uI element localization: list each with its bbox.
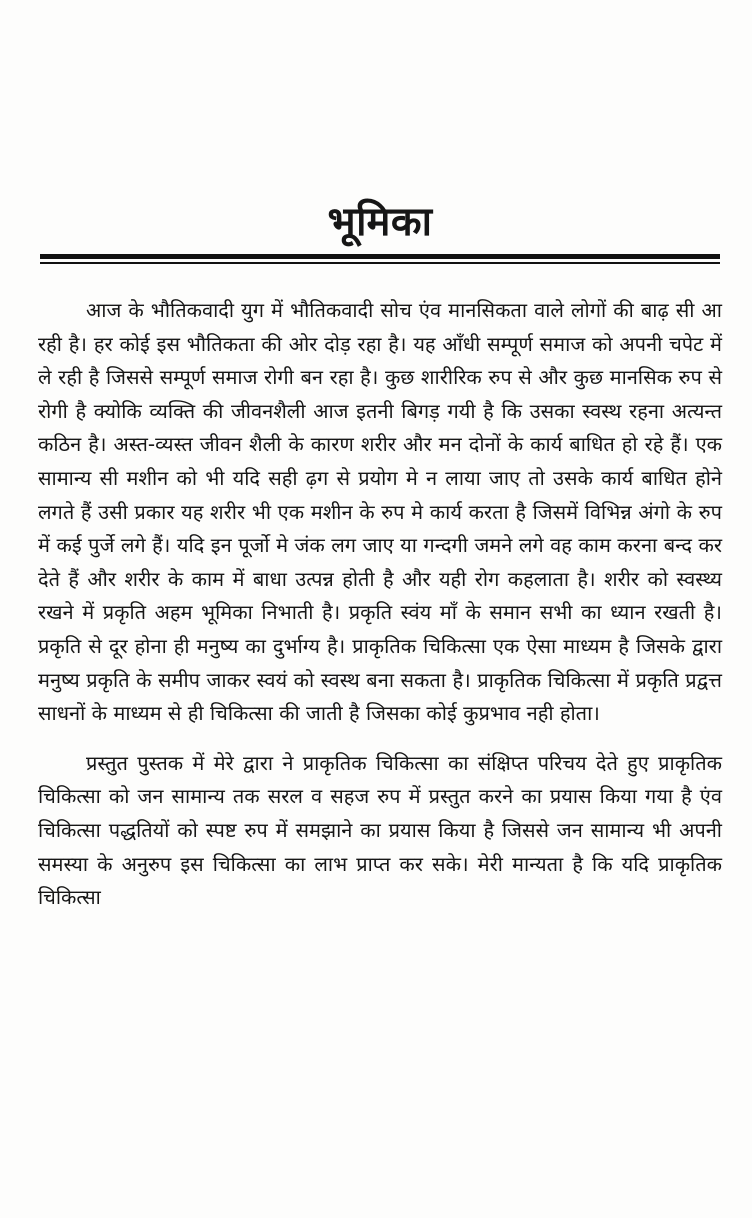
body-text bbox=[38, 294, 722, 915]
heading-rule-thick bbox=[40, 254, 720, 259]
paragraph-2: प्रस्तुत पुस्तक में मेरे द्वारा ने प्राकृतिक चिकित्सा का संक्षिप्त परिचय देते हुए प्राकृतिक चिकित्सा को जन सामान्य तक सरल व सहज रुप में प्रस्तुत करने का प्रयास किया गया है एंव चिकित्सा पद्धतियों को स्पष्ट रुप में समझाने का प्रयास किया है जिससे जन सामान्य भी अपनी समस्या के अनुरुप इस चिकित्सा का लाभ प्राप्त कर सके। मेरी मान्यता है कि यदि प्राकृतिक चिकित्सा bbox=[38, 750, 722, 910]
heading-rule-thin bbox=[40, 262, 720, 264]
page-title: भूमिका bbox=[327, 199, 433, 245]
heading-block bbox=[40, 190, 720, 264]
paragraph-1: आज के भौतिकवादी युग में भौतिकवादी सोच एंव मानसिकता वाले लोगों की बाढ़ सी आ रही है। हर कोई इस भौतिकता की ओर दोड़ रहा है। यह आँधी सम्पूर्ण समाज को अपनी चपेट में ले रही है जिससे सम्पूर्ण समाज रोगी बन रहा है। कुछ शारीरिक रुप से और कुछ मानसिक रुप से रोगी है क्योकि व्यक्ति की जीवनशैली आज इतनी बिगड़ गयी है कि उसका स्वस्थ रहना अत्यन्त कठिन है। अस्त-व्यस्त जीवन शैली के कारण शरीर और मन दोनों के कार्य बाधित हो रहे हैं। एक सामान्य सी मशीन को भी यदि सही ढ़ग से प्रयोग मे न लाया जाए तो उसके कार्य बाधित होने लगते हैं उसी प्रकार यह शरीर भी एक मशीन के रुप मे कार्य करता है जिसमें विभिन्न अंगो के रुप में कई पुर्जे लगे हैं। यदि इन पूर्जो मे जंक लग जाए या गन्दगी जमने लगे वह काम करना बन्द कर देते हैं और शरीर के काम में बाधा उत्पन्न होती है और यही रोग कहलाता है। शरीर को स्वस्थ्य रखने में प्रकृति अहम भूमिका निभाती है। प्रकृति स्वंय माँ के समान सभी का ध्यान रखती है। प्रकृति से दूर होना ही मनुष्य का दुर्भाग्य है। प्राकृतिक चिकित्सा एक ऐसा माध्यम है जिसके द्वारा मनुष्य प्रकृति के समीप जाकर स्वयं को स्वस्थ बना सकता है। प्राकृतिक चिकित्सा में प्रकृति प्रद्वत्त साधनों के माध्यम से ही चिकित्सा की जाती है जिसका कोई कुप्रभाव नही होता। bbox=[38, 298, 722, 726]
